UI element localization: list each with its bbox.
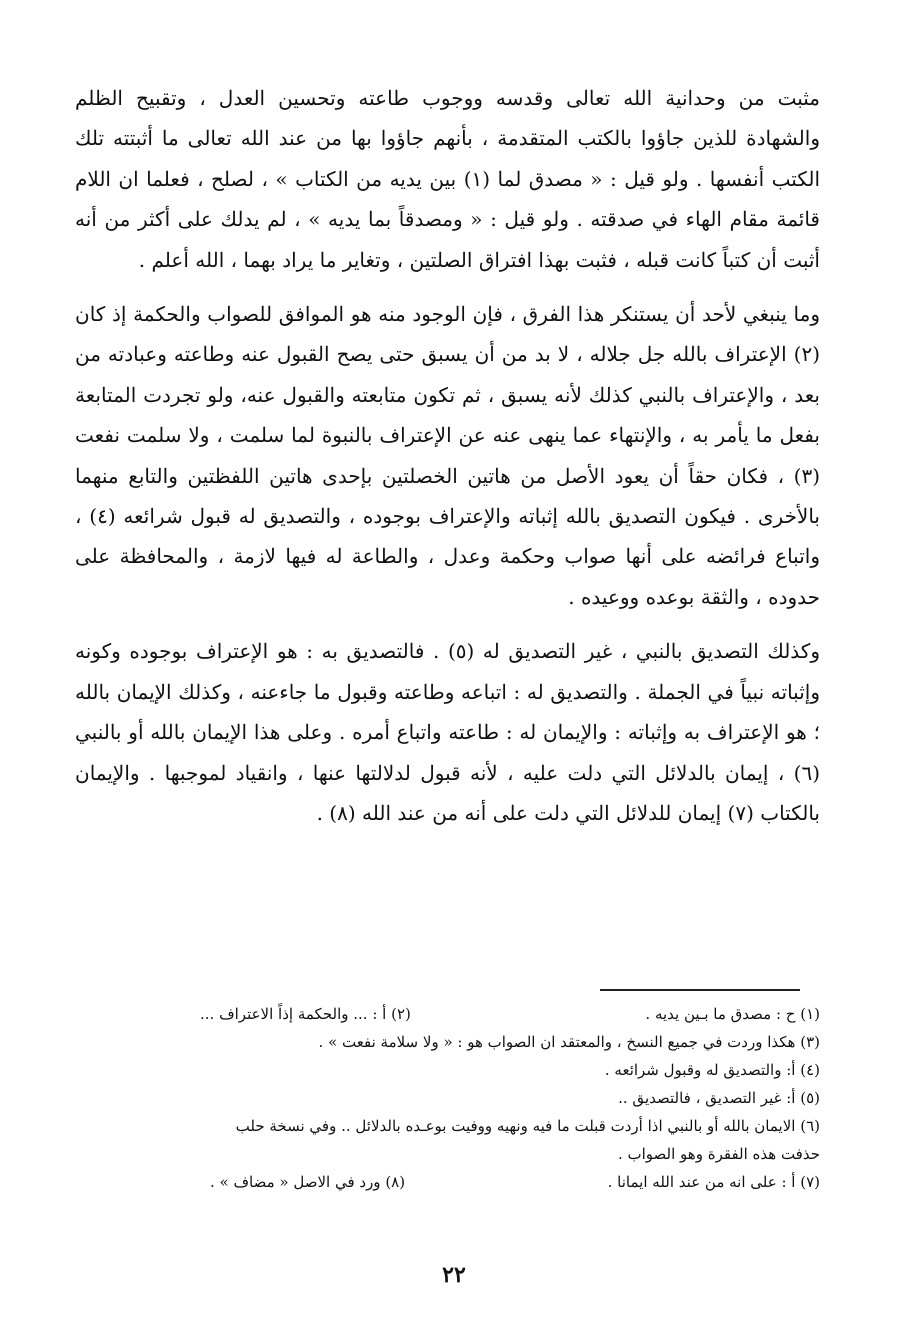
page-number: ٢٢: [442, 1262, 466, 1288]
footnote-row-6-continued: [60, 1140, 820, 1168]
body-paragraph-3: وكذلك التصديق بالنبي ، غير التصديق له (٥) . فالتصديق به : هو الإعتراف بوجوده وكونه وإثباته نبياً في الجملة . والتصديق له : اتباعه وطاعته وقبول ما جاءعنه ، وكذلك الإيمان بالله ؛ هو الإعتراف به وإثباته : والإيمان له : طاعته واتباع أمره . وعلى هذا الإيمان بالله أو بالنبي (٦) ، إيمان بالدلائل التي دلت عليه ، لأنه قبول لدلالتها عنها ، وانقياد لموجبها . والإيمان بالكتاب (٧) إيمان للدلائل التي دلت على أنه من عند الله (٨) .: [75, 639, 820, 825]
footnote-4: (٤) أ: والتصديق له وقبول شرائعه .: [604, 1061, 820, 1079]
footnote-1: (١) ح : مصدق ما بـين يديه .: [645, 1005, 820, 1023]
footnotes: [60, 1000, 820, 1196]
footnote-5: (٥) أ: غير التصديق ، فالتصديق ..: [618, 1089, 820, 1107]
footnote-row-5: [60, 1084, 820, 1112]
footnote-6: (٦) الايمان بالله أو بالنبي اذا أردت قبلت ما فيه ونهيه ووفيت بوعـده بالدلائل .. وفي نسخة حلب: [235, 1117, 820, 1135]
footnote-row-4: [60, 1056, 820, 1084]
body-paragraph-1: مثبت من وحدانية الله تعالى وقدسه ووجوب طاعته وتحسين العدل ، وتقبيح الظلم والشهادة للذين جاؤوا بالكتب المتقدمة ، بأنهم جاؤوا بها من عند الله تعالى ما أثبتته تلك الكتب أنفسها . ولو قيل : « مصدق لما (١) بين يديه من الكتاب » ، لصلح ، فعلما ان اللام قائمة مقام الهاء في صدقته . ولو قيل : « ومصدقاً بما يديه » ، لم يدلك على أكثر من أنه أثبت أن كتباً كانت قبله ، فثبت بهذا افتراق الصلتين ، وتغاير ما يراد بهما ، الله أعلم .: [75, 86, 820, 272]
body-paragraph-2: وما ينبغي لأحد أن يستنكر هذا الفرق ، فإن الوجود منه هو الموافق للصواب والحكمة إذ كان (٢) الإعتراف بالله جل جلاله ، لا بد من أن يسبق حتى يصح القبول عنه وطاعته وعبادته من بعد ، والإعتراف بالنبي كذلك لأنه يسبق ، ثم تكون متابعته والقبول عنه، ولو تجردت المتابعة بفعل ما يأمر به ، والإنتهاء عما ينهى عنه عن الإعتراف بالنبوة لما سلمت ، ولا سلمت نفعت (٣) ، فكان حقاً أن يعود الأصل من هاتين الخصلتين بإحدى هاتين اللفظتين والتابع منهما بالأخرى . فيكون التصديق بالله إثباته والإعتراف بوجوده ، والتصديق له قبول شرائعه (٤) ، واتباع فرائضه على أنها صواب وحكمة وعدل ، والطاعة له فيها لازمة ، والمحافظة على حدوده ، والثقة بوعده ووعيده .: [75, 302, 821, 609]
footnote-row-1-2: [60, 1000, 820, 1028]
footnote-row-7-8: [60, 1168, 820, 1196]
footnote-6-continued: حذفت هذه الفقرة وهو الصواب .: [617, 1145, 820, 1163]
footnote-2: (٢) أ : ... والحكمة إذاً الاعتراف ...: [200, 1005, 411, 1023]
footnote-row-6: [60, 1112, 820, 1140]
footnote-3: (٣) هكذا وردت في جميع النسخ ، والمعتقد ان الصواب هو : « ولا سلامة نفعت » .: [318, 1033, 820, 1051]
footnote-7: (٧) أ : على انه من عند الله ايمانا .: [607, 1173, 820, 1191]
footnote-row-3: [60, 1028, 820, 1056]
footnote-separator: [600, 989, 800, 991]
footnote-8: (٨) ورد في الاصل « مضاف » .: [210, 1173, 406, 1191]
